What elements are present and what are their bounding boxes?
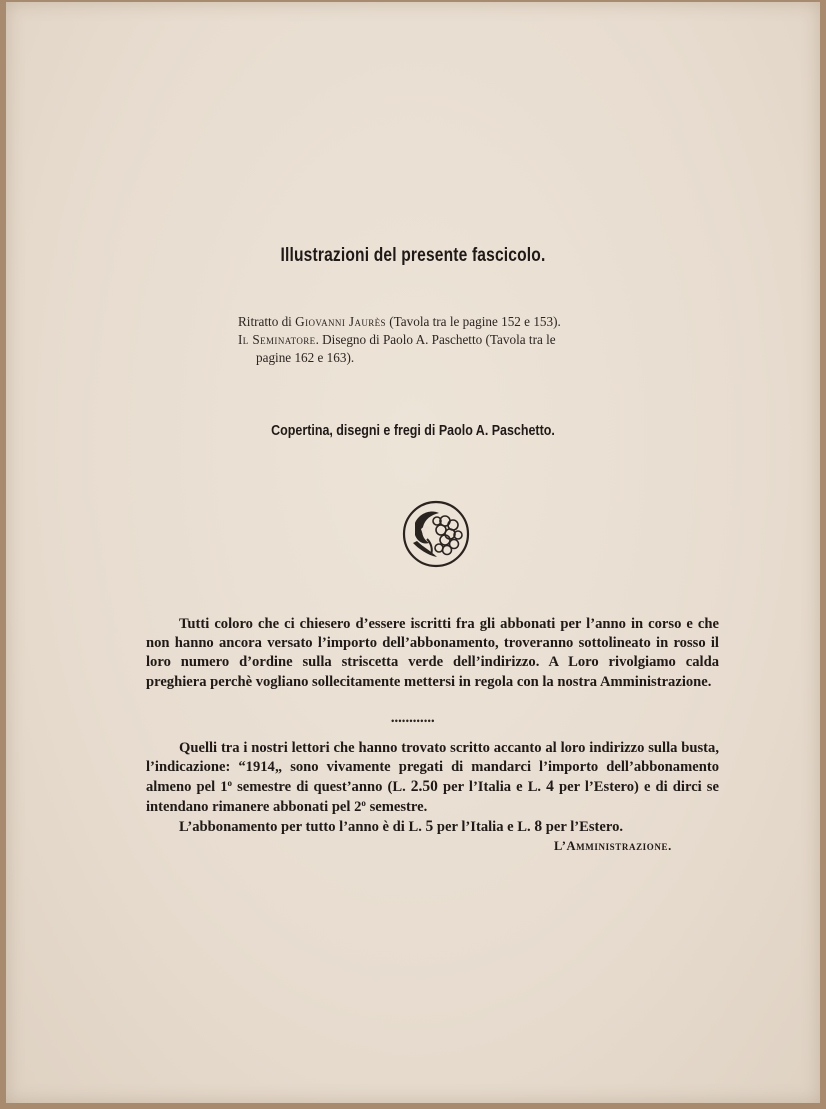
ornament-vignette: [401, 499, 471, 569]
amount-abroad-semester: 4: [546, 778, 554, 796]
plate-entry-2: [238, 331, 638, 349]
notice-renewal: [146, 739, 719, 837]
plate-1-suffix: (Tavola tra le pagine 152 e 153).: [385, 314, 561, 329]
plate-2-suffix: . Disegno di Paolo A. Paschetto (Tavola tra le: [315, 332, 556, 347]
notice-unpaid-subscriptions: [146, 615, 719, 692]
notice-2-part-c: per l’Italia e L.: [437, 779, 547, 796]
notice-3-part-a: L’abbonamento per tutto l’anno è di L.: [179, 818, 426, 835]
notice-3-part-c: per l’Estero.: [542, 818, 624, 835]
notice-2-part-e: semestre.: [365, 798, 428, 815]
ordinal-2: o: [361, 797, 366, 808]
plates-list: [238, 313, 638, 367]
plate-entry-1: [238, 313, 638, 331]
amount-abroad-year: 8: [534, 817, 543, 835]
notice-2-part-d: per l’Estero) e di dirci se intendano rimanere abbonati pel 2: [146, 779, 719, 815]
notice-2-text: [146, 739, 719, 817]
plate-1-subject: Giovanni Jaurès: [295, 314, 386, 329]
notice-3-part-b: per l’Italia e L.: [433, 818, 535, 835]
notice-1-text: Tutti coloro che ci chiesero d’essere iscritti fra gli abbonati per l’anno in corso e che non hanno ancora versato l’importo dell’abbonamento, troveranno sottolineato in rosso il loro numero d’ordine sulla striscetta verde dell’indirizzo. A Loro rivolgiamo calda preghiera perchè vogliano sollecitamente mettersi in regola con la nostra Amministrazione.: [146, 616, 719, 690]
notice-2-part-a: Quelli tra i nostri lettori che hanno trovato scritto accanto al loro indirizzo sulla busta, l’indicazione: “1914„ sono vivamente pregati di mandarci l’importo dell’abbonamento almeno pel 1: [146, 740, 719, 796]
ordinal-1: o: [227, 778, 233, 789]
section-separator: ••••••••••••: [391, 716, 435, 726]
plate-1-prefix: Ritratto di: [238, 314, 296, 329]
amount-italy-semester: 2.50: [410, 778, 438, 796]
plate-2-subject: Il Seminatore: [238, 332, 316, 347]
amount-italy-year: 5: [425, 817, 434, 835]
page-heading: Illustrazioni del presente fascicolo.: [280, 245, 546, 266]
page: [6, 2, 820, 1103]
notice-2-part-b: semestre di quest’anno (L.: [232, 779, 411, 796]
signature: L’Amministrazione.: [554, 839, 672, 853]
cover-credit: Copertina, disegni e fregi di Paolo A. Paschetto.: [271, 423, 555, 439]
notice-3-text: [146, 817, 719, 837]
plate-entry-2-continued: pagine 162 e 163).: [256, 350, 355, 365]
